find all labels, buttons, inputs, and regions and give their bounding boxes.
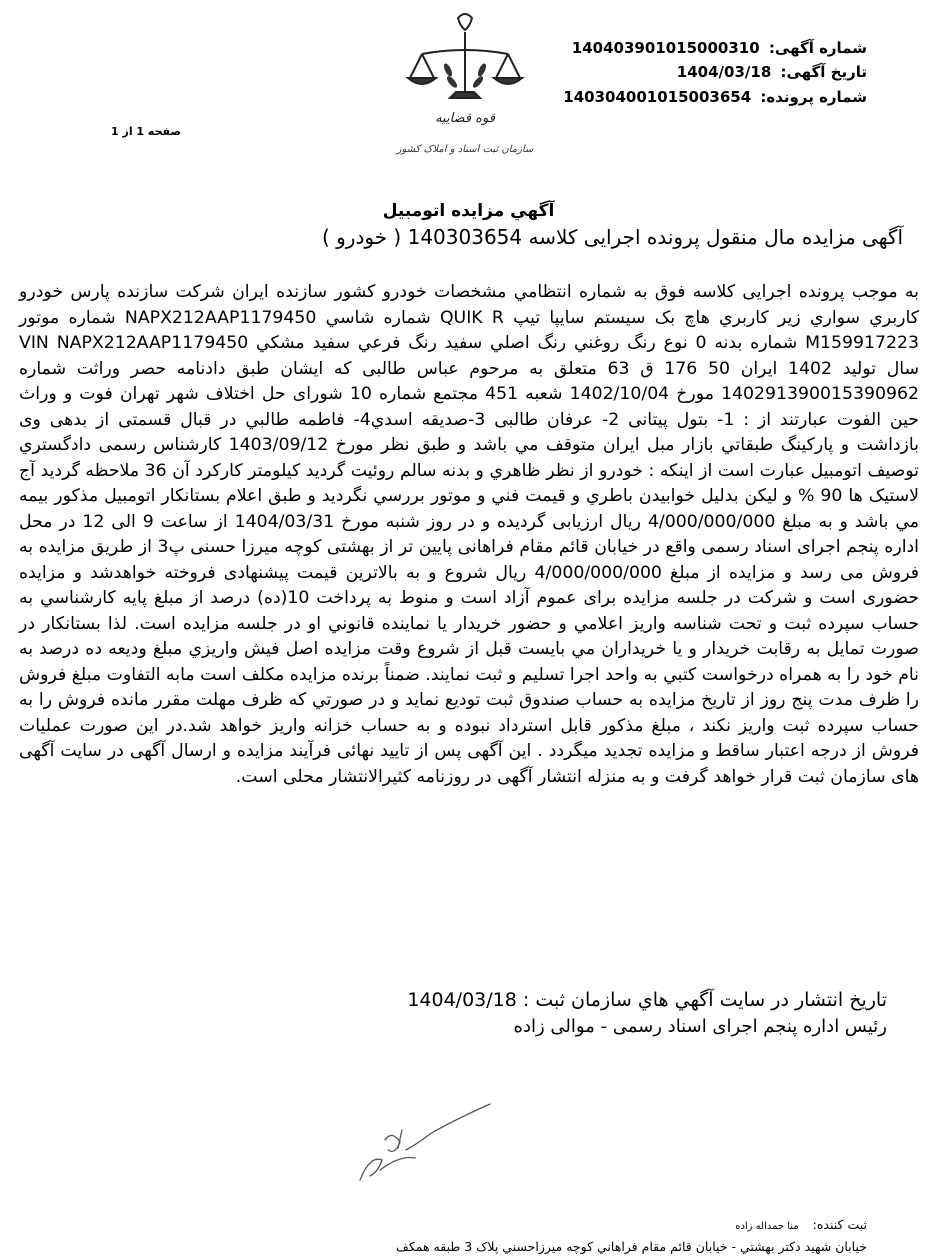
judiciary-emblem-icon: [390, 6, 540, 166]
recorder-name: منا حمداله زاده: [735, 1221, 799, 1232]
ad-number-label: شماره آگهی:: [768, 39, 867, 57]
signature-icon: [340, 1100, 500, 1190]
publication-date: 1404/03/18: [407, 989, 517, 1011]
ad-date-label: تاریخ آگهی:: [780, 63, 867, 81]
judiciary-text: قوه قضاییه: [435, 111, 495, 126]
chief-signature-line: رئیس اداره پنجم اجرای اسناد رسمی - موالی زاده: [513, 1016, 887, 1037]
page-number: صفحه 1 از 1: [111, 125, 182, 138]
recorder-label: ثبت کننده:: [812, 1217, 867, 1232]
organization-text: سازمان ثبت اسناد و املاک کشور: [396, 144, 534, 155]
case-number-line: [563, 88, 867, 106]
ad-number-line: [572, 39, 867, 57]
ad-date-line: [677, 63, 867, 81]
case-number-value: 140304001015003654: [563, 88, 752, 106]
recorder-line: [735, 1217, 867, 1232]
ad-number-value: 140403901015000310: [571, 39, 760, 57]
case-number-label: شماره پرونده:: [760, 88, 867, 106]
publication-label: تاريخ انتشار در سايت آگهي هاي سازمان ثبت :: [522, 989, 887, 1011]
document-title: آگهي مزايده اتومبيل: [382, 201, 555, 221]
office-address: خيابان شهيد دکتر بهشتي - خيابان قائم مقام فراهاني کوچه ميرزاحسني پلاک 3 طبقه همکف: [395, 1239, 867, 1254]
ad-date-value: 1404/03/18: [676, 63, 772, 81]
document-subtitle: آگهی مزایده مال منقول پرونده اجرایی کلاسه 140303654 ( خودرو ): [321, 225, 903, 249]
publication-line: [407, 989, 887, 1011]
body-text: به موجب پرونده اجرایی کلاسه فوق به شماره انتظامي مشخصات خودرو کشور سازنده ایران شرکت سازنده پارس خودرو کاربري سواري زير کاربري هاچ بک سيستم سايپا تيپ QUIK R شماره شاسي NAPX212AAP1179450 شماره موتور M159917223 شماره بدنه 0 نوع رنگ روغني رنگ اصلي سفيد رنگ فرعي سفيد مشکي VIN NAPX212AAP1179450 سال توليد 1402 ایران 50 176 ق 63 متعلق به مرحوم عباس طالبی که ایشان طبق دادنامه حصر وراثت شماره 140291390015390962 مورخ 1402/10/04 شعبه 451 مجتمع شماره 10 شورای حل اختلاف شهر تهران فوت و وراث حین الفوت عبارتند از : 1- بتول پیتانی 2- عرفان طالبی 3-صدیقه اسدي4- فاطمه طالبي در قبال قسمتی از بدهی وی بازداشت و پارکینگ طبقاتي بازار مبل ايران متوقف مي باشد و طبق نظر مورخ 1403/09/12 کارشناس رسمی دادگستري توصيف اتومبيل عبارت است از اينکه : خودرو از نظر ظاهري و بدنه سالم روئیت گردید کیلومتر کارکرد آن 36 ملاحظه گردید آج لاستیک ها 90 % و لیکن بدلیل خوابیدن باطري و قيمت فني و موتور بررسي نگرديد و طبق اعلام بستانکار اتومبيل مذکور بيمه مي باشد و به مبلغ 4/000/000/000 ريال ارزيابی گرديده و در روز شنبه مورخ 1404/03/31 از ساعت 9 الی 12 در محل اداره پنجم اجرای اسناد رسمی واقع در خیابان قائم مقام فراهانی پایین تر از بهشتی کوچه میرزا حسنی پ3 از طريق مزايده به فروش می رسد و مزايده از مبلغ 4/000/000/000 ريال شروع و به بالاترين قيمت پيشنهادی فروخته خواهدشد و مزایده حضوری است و شرکت در جلسه مزايده برای عموم آزاد است و منوط به پرداخت 10(ده) درصد از مبلغ پايه کارشناسي به حساب سپرده ثبت و تحت شناسه واريز اعلامي و حضور خريدار يا نماينده قانوني او در جلسه مزايده است. لذا بستانکار در صورت تمايل به رقابت خريدار و يا خريداران مي بايست قبل از شروع وقت مزايده اصل فيش واريزي مبلغ وديعه ده درصد به نام خود را به همراه درخواست کتبي به واحد اجرا تسليم و ثبت نمايند. ضمناً برنده مزايده مکلف است مابه التفاوت مبلغ فروش را ظرف مدت پنج روز از تاريخ مزايده به حساب صندوق ثبت توديع نمايد و در صورتي که ظرف مهلت مقرر مانده فروش را به حساب سپرده ثبت واريز نکند ، مبلغ مذکور قابل استرداد نبوده و به حساب خزانه واريز خواهد شد.در این صورت عملیات فروش از درجه اعتبار ساقط و مزايده تجديد ميگردد . این آگهی پس از تایید نهائی فرآیند مزایده و ارسال آگهی در سایت آگهی های سازمان ثبت قرار خواهد گرفت و به منزله انتشار آگهی در روزنامه کثیرالانتشار محلی است.: [19, 282, 920, 787]
